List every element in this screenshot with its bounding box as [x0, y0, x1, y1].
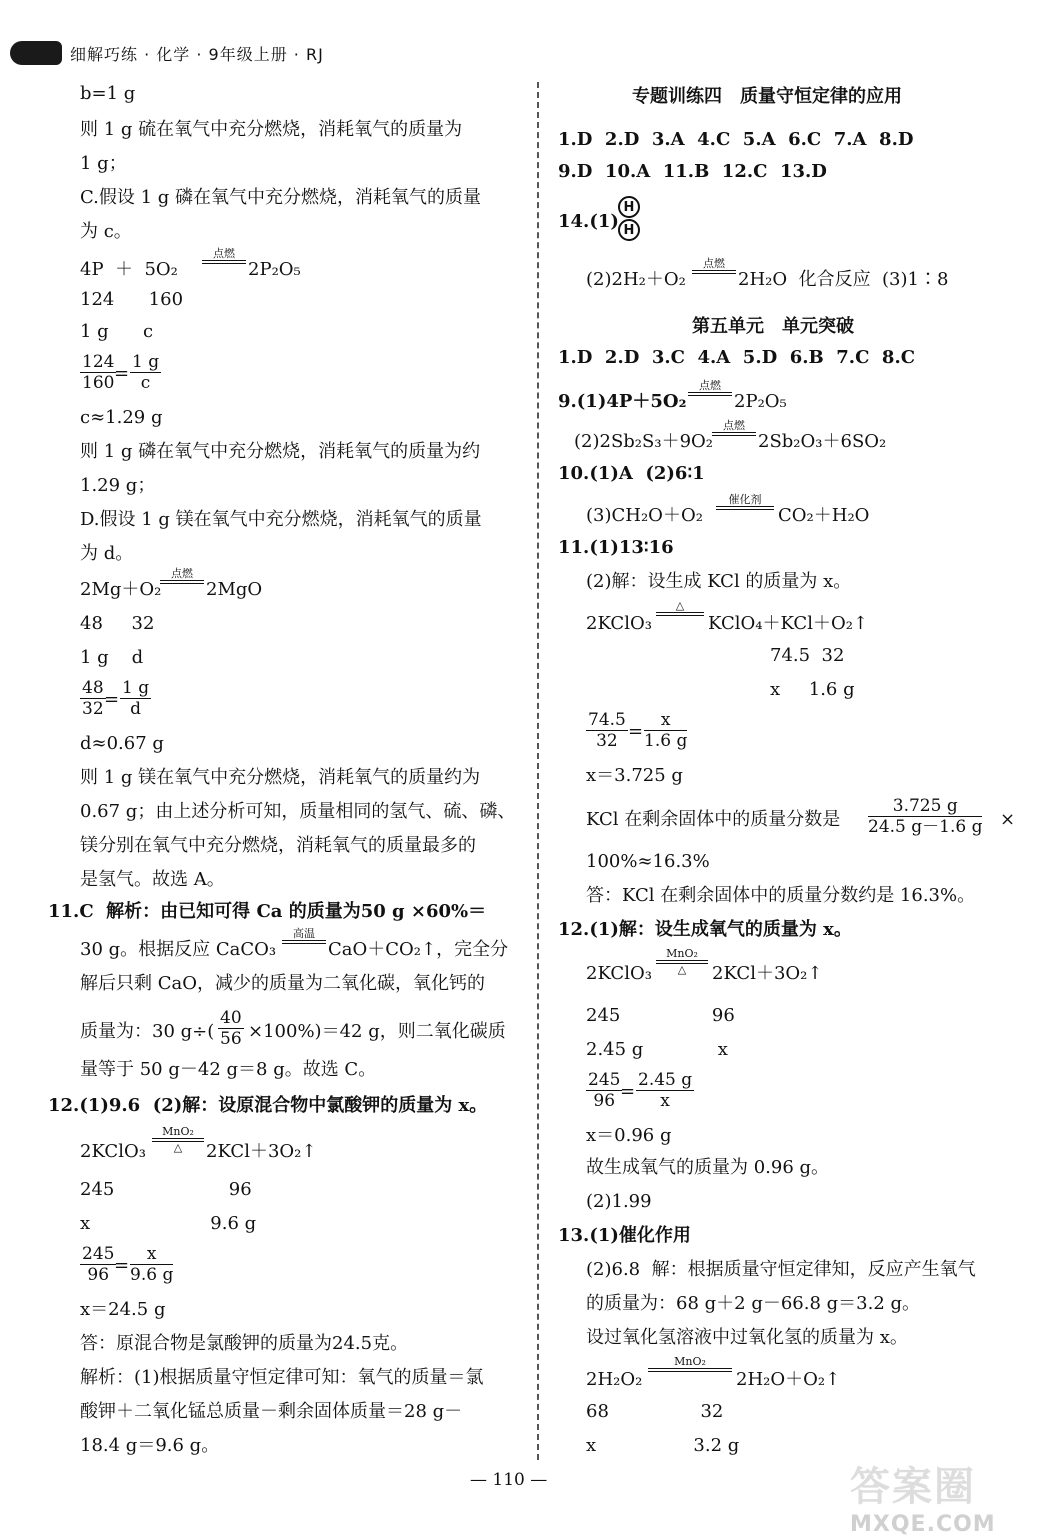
condition-label: MnO₂ — [666, 947, 698, 960]
reaction-condition — [656, 600, 704, 616]
answer-list: 9.D 10.A 11.B 12.C 13.D — [558, 161, 827, 182]
right-line: x＝3.725 g — [586, 765, 683, 786]
left-line: 11.C 解析：由已知可得 Ca 的质量为50 g ×60%＝ — [48, 901, 487, 922]
left-line: 镁分别在氧气中充分燃烧，消耗氧气的质量最多的 — [80, 835, 476, 856]
section-title: 第五单元 单元突破 — [692, 316, 854, 337]
column-divider — [537, 82, 539, 1460]
equation-inline: 30 g。根据反应 CaCO₃ — [80, 939, 277, 960]
hydrogen-atom — [618, 219, 640, 241]
right-line: 故生成氧气的质量为 0.96 g。 — [586, 1157, 830, 1178]
left-line: 质量为：30 g÷( — [80, 1021, 215, 1042]
left-line: 12.(1)9.6 (2)解：设原混合物中氯酸钾的质量为 x。 — [48, 1095, 488, 1116]
fraction: $\frac{2.45 g}{x}$ — [638, 1070, 693, 1111]
left-line: C.假设 1 g 磷在氧气中充分燃烧，消耗氧气的质量 — [80, 187, 481, 208]
left-line: 48 32 — [80, 613, 155, 634]
equals-sign: = — [628, 721, 644, 742]
reaction-condition — [688, 380, 732, 396]
left-line: x 9.6 g — [80, 1213, 257, 1234]
left-line: 18.4 g＝9.6 g。 — [80, 1435, 220, 1456]
left-line: 解后只剩 CaO，减少的质量为二氧化碳，氧化钙的 — [80, 973, 485, 994]
right-line: KCl 在剩余固体中的质量分数是 — [586, 809, 841, 830]
condition-label: 点燃 — [699, 379, 721, 392]
right-line: 245 96 — [586, 1005, 735, 1026]
left-line: 245 96 — [80, 1179, 252, 1200]
reaction-condition — [692, 258, 736, 274]
condition-label: 催化剂 — [728, 493, 762, 506]
equation-reactants: 2KClO₃ — [586, 613, 652, 634]
left-line: 1 g； — [80, 153, 127, 174]
right-line: 74.5 32 — [770, 645, 845, 666]
left-line: 量等于 50 g－42 g＝8 g。故选 C。 — [80, 1059, 377, 1080]
equation-products: 2P₂O₅ — [248, 259, 301, 280]
equation-reactants: 4P ＋ 5O₂ — [80, 259, 178, 280]
atom-label: H — [623, 199, 635, 215]
equals-sign: = — [114, 363, 130, 384]
times-sign: × — [1000, 809, 1016, 830]
left-line: 答：原混合物是氯酸钾的质量为24.5克。 — [80, 1333, 409, 1354]
fraction: $\frac{x}{1.6 g}$ — [644, 710, 688, 751]
fraction: $\frac{1 g}{d}$ — [122, 678, 150, 719]
left-line: 0.67 g；由上述分析可知，质量相同的氢气、硫、磷、 — [80, 801, 516, 822]
left-line: 解析：(1)根据质量守恒定律可知：氧气的质量＝氯 — [80, 1367, 484, 1388]
fraction: $\frac{3.725 g}{24.5 g-1.6 g}$ — [868, 796, 983, 837]
equation-products: 2H₂O＋O₂↑ — [736, 1369, 841, 1390]
condition-label: 高温 — [293, 927, 315, 940]
fraction: $\frac{40}{56}$ — [220, 1008, 242, 1049]
condition-label: 点燃 — [723, 419, 745, 432]
equation-products: 2P₂O₅ — [734, 391, 787, 412]
left-line: d≈0.67 g — [80, 733, 164, 754]
header-logo — [10, 41, 62, 65]
equals-sign: = — [114, 1255, 130, 1276]
left-line: ×100%)＝42 g，则二氧化碳质 — [248, 1021, 506, 1042]
condition-label: 点燃 — [213, 247, 235, 260]
fraction: $\frac{48}{32}$ — [82, 678, 104, 719]
reaction-condition — [656, 948, 708, 976]
fraction: $\frac{1 g}{c}$ — [132, 352, 160, 393]
equation-products: 2KCl＋3O₂↑ — [712, 963, 823, 984]
equation-products: 2KCl＋3O₂↑ — [206, 1141, 317, 1162]
right-line: 设过氧化氢溶液中过氧化氢的质量为 x。 — [586, 1327, 908, 1348]
condition-label: △ — [677, 963, 687, 976]
h2-molecule-diagram — [618, 196, 640, 241]
equation-reactants: (2)2Sb₂S₃＋9O₂ — [574, 431, 713, 452]
condition-label: 点燃 — [703, 257, 725, 270]
fraction: $\frac{74.5}{32}$ — [588, 710, 626, 751]
reaction-condition — [648, 1356, 732, 1372]
right-line: 100%≈16.3% — [586, 851, 710, 872]
equation-products: 2MgO — [206, 579, 263, 600]
watermark-url: MXQE.COM — [850, 1512, 996, 1537]
right-line: 2.45 g x — [586, 1039, 728, 1060]
fraction: $\frac{124}{160}$ — [82, 352, 115, 393]
condition-label: MnO₂ — [162, 1125, 194, 1138]
left-line: 是氢气。故选 A。 — [80, 869, 225, 890]
answer-list: 1.D 2.D 3.A 4.C 5.A 6.C 7.A 8.D — [558, 129, 914, 150]
right-line: x 3.2 g — [586, 1435, 740, 1456]
question-number: 14.(1) — [558, 211, 619, 232]
fraction: $\frac{x}{9.6 g}$ — [130, 1244, 174, 1285]
reaction-condition — [282, 928, 326, 944]
left-line: 酸钾＋二氧化锰总质量－剩余固体质量＝28 g－ — [80, 1401, 463, 1422]
answer-line: 10.(1)A (2)6∶1 — [558, 463, 705, 484]
watermark-logo — [850, 1455, 1040, 1537]
reaction-condition — [712, 420, 756, 436]
equation-products: 2Sb₂O₃＋6SO₂ — [758, 431, 887, 452]
right-line: 的质量为：68 g＋2 g－66.8 g＝3.2 g。 — [586, 1293, 921, 1314]
fraction: $\frac{245}{96}$ — [82, 1244, 115, 1285]
left-line: 则 1 g 镁在氧气中充分燃烧，消耗氧气的质量约为 — [80, 767, 481, 788]
page-number: — 110 — — [470, 1470, 548, 1490]
right-line: (2)1.99 — [586, 1191, 652, 1212]
left-line: 则 1 g 磷在氧气中充分燃烧，消耗氧气的质量为约 — [80, 441, 481, 462]
left-line: 1 g c — [80, 321, 154, 342]
left-line: 为 c。 — [80, 221, 132, 242]
equation-reactants: 2KClO₃ — [80, 1141, 146, 1162]
right-line: x 1.6 g — [770, 679, 855, 700]
left-line: 为 d。 — [80, 543, 134, 564]
atom-label: H — [623, 222, 635, 238]
reaction-condition — [160, 568, 204, 584]
equation-products: CO₂＋H₂O — [778, 505, 870, 526]
condition-label: △ — [173, 1141, 183, 1154]
equals-sign: = — [620, 1081, 636, 1102]
right-line: (2)解：设生成 KCl 的质量为 x。 — [586, 571, 852, 592]
reaction-condition — [202, 248, 246, 264]
section-title: 专题训练四 质量守恒定律的应用 — [632, 86, 902, 107]
left-line: b=1 g — [80, 83, 136, 104]
answer-list: 1.D 2.D 3.C 4.A 5.D 6.B 7.C 8.C — [558, 347, 916, 368]
reaction-condition — [152, 1126, 204, 1154]
fraction: $\frac{245}{96}$ — [588, 1070, 621, 1111]
equation-products: 2H₂O 化合反应 (3)1∶8 — [738, 269, 949, 290]
left-line: c≈1.29 g — [80, 407, 163, 428]
equation-reactants: 2Mg＋O₂ — [80, 579, 162, 600]
equation-reactants: (2)2H₂＋O₂ — [586, 269, 686, 290]
left-line: 124 160 — [80, 289, 184, 310]
page-header — [10, 40, 324, 66]
left-line: 则 1 g 硫在氧气中充分燃烧，消耗氧气的质量为 — [80, 119, 463, 140]
condition-label: 点燃 — [171, 567, 193, 580]
right-line: x＝0.96 g — [586, 1125, 672, 1146]
hydrogen-atom — [618, 196, 640, 218]
header-title: 细解巧练 · 化学 · 9年级上册 · RJ — [70, 44, 324, 64]
right-line: 68 32 — [586, 1401, 724, 1422]
answer-line: 13.(1)催化作用 — [558, 1225, 691, 1246]
left-line: D.假设 1 g 镁在氧气中充分燃烧，消耗氧气的质量 — [80, 509, 482, 530]
equation-reactants: 2H₂O₂ — [586, 1369, 643, 1390]
answer-line: 12.(1)解：设生成氧气的质量为 x。 — [558, 919, 852, 940]
equation-reactants: (3)CH₂O＋O₂ — [586, 505, 703, 526]
watermark-text: 答案圈 — [850, 1464, 976, 1510]
equation-reactants: 2KClO₃ — [586, 963, 652, 984]
equation-products: KClO₄＋KCl＋O₂↑ — [708, 613, 869, 634]
answer-line: 11.(1)13∶16 — [558, 537, 674, 558]
left-line: 1.29 g； — [80, 475, 156, 496]
right-line: 答：KCl 在剩余固体中的质量分数约是 16.3%。 — [586, 885, 976, 906]
condition-label: △ — [675, 599, 685, 612]
condition-label: MnO₂ — [674, 1355, 706, 1368]
equals-sign: = — [104, 689, 120, 710]
reaction-condition — [716, 494, 774, 510]
left-line: 1 g d — [80, 647, 144, 668]
equation-reactants: 9.(1)4P＋5O₂ — [558, 391, 687, 412]
left-line: x＝24.5 g — [80, 1299, 166, 1320]
right-line: (2)6.8 解：根据质量守恒定律知，反应产生氧气 — [586, 1259, 976, 1280]
equation-products: CaO＋CO₂↑，完全分 — [328, 939, 509, 960]
